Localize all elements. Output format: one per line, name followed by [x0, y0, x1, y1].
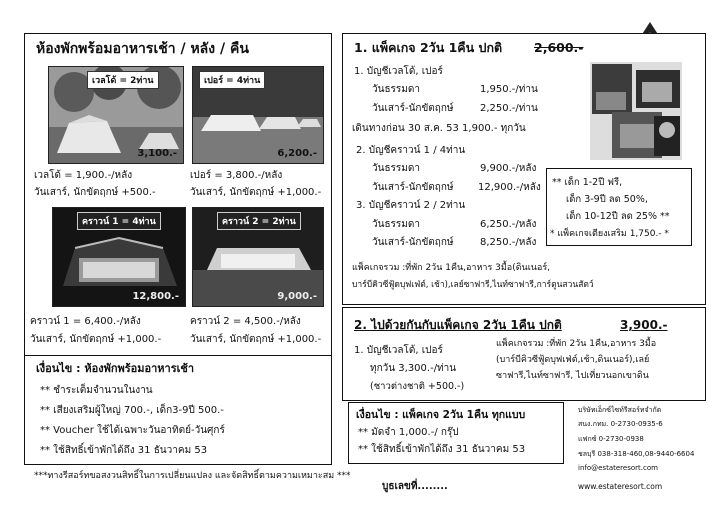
rate-crown1: คราวน์ 1 = 6,400.-/หลัง — [30, 316, 141, 327]
room-condition-4: ** ใช้สิทธิ์เข้าพักได้ถึง 31 ธันวาคม 53 — [40, 445, 208, 456]
pkg1-crown2-weekday-label: วันธรรมดา — [372, 219, 420, 230]
resort-photo-collage — [590, 62, 682, 160]
photo-price-per: 6,200.- — [277, 148, 317, 159]
photo-crown2 — [192, 207, 324, 307]
contact-fax: แฟกซ์ 0-2730-0938 — [578, 435, 644, 443]
pkg1-crown1-weekday-price: 9,900.-/หลัง — [480, 163, 537, 174]
contact-chonburi: ชลบุรี 038-318-460,08-9440-6604 — [578, 450, 695, 458]
room-condition-3: ** Voucher ใช้ได้เฉพาะวันอาทิตย์-วันศุกร์ — [40, 425, 225, 436]
contact-email: info@estateresort.com — [578, 464, 658, 472]
contact-website: www.estateresort.com — [578, 482, 663, 491]
room-condition-1: ** ชำระเต็มจำนวนในงาน — [40, 385, 153, 396]
rate-crown2: คราวน์ 2 = 4,500.-/หลัง — [190, 316, 301, 327]
pkg1-crown2-weekend-price: 8,250.-/หลัง — [480, 237, 537, 248]
pkg2-heading: 1. บัญชีเวลโด้, เปอร์ — [354, 345, 443, 356]
pkg1-weekend-label: วันเสาร์-นักขัตฤกษ์ — [372, 103, 454, 114]
pkg1-depart-note: เดินทางก่อน 30 ส.ค. 53 1,900.- ทุกวัน — [352, 123, 526, 134]
photo-label-veldo: เวลโด้ = 2ท่าน — [87, 71, 159, 89]
photo-price-crown1: 12,800.- — [132, 291, 179, 302]
pkg1-includes-1: แพ็คเกจรวม :ที่พัก 2วัน 1คืน,อาหาร 3มื้อ(ดินเนอร์, — [352, 263, 551, 273]
pkg2-includes-1: แพ็คเกจรวม :ที่พัก 2วัน 1คืน,อาหาร 3มื้อ — [496, 339, 657, 349]
contact-company: บริษัทเอ็กซ์ไซท์รีสอร์ทจำกัด — [578, 406, 662, 414]
rate-veldo-weekend: วันเสาร์, นักขัตฤกษ์ +500.- — [34, 187, 156, 198]
footer-note: ***ทางรีสอร์ทขอสงวนสิทธิ์ในการเปลี่ยนแปลง และจัดสิทธิ์ตามความเหมาะสม *** — [34, 471, 351, 481]
booth-number: บูธเลขที่........ — [382, 481, 448, 492]
package1-title: 1. แพ็คเกจ 2วัน 1คืน ปกติ — [354, 40, 503, 55]
contact-bangkok: สนง.กทม. 0-2730-0935-6 — [578, 420, 663, 428]
pkg1-veldo-heading: 1. บัญชีเวลโด้, เปอร์ — [354, 66, 443, 77]
kids-line-4: * แพ็คเกจเตียงเสริม 1,750.- * — [550, 229, 669, 239]
pkg1-weekend-price: 2,250.-/ท่าน — [480, 103, 538, 114]
kids-line-3: เด็ก 10-12ปี ลด 25% ** — [566, 211, 670, 222]
pkg1-crown1-weekend-price: 12,900.-/หลัง — [478, 182, 541, 193]
photo-per — [192, 66, 324, 164]
package-condition-2: ** ใช้สิทธิ์เข้าพักได้ถึง 31 ธันวาคม 53 — [358, 444, 526, 455]
photo-price-veldo: 3,100.- — [137, 148, 177, 159]
kids-line-1: ** เด็ก 1-2ปี ฟรี, — [552, 177, 623, 188]
pkg2-includes-3: ซาฟารี,ไนท์ซาฟารี, ไปเที่ยวนอกเขาดิน — [496, 371, 649, 381]
package-condition-1: ** มัดจำ 1,000.-/ กรุ๊ป — [358, 427, 459, 438]
kids-line-2: เด็ก 3-9ปี ลด 50%, — [566, 194, 648, 205]
pkg1-weekday-label: วันธรรมดา — [372, 84, 420, 95]
rate-per: เปอร์ = 3,800.-/หลัง — [190, 170, 283, 181]
photo-price-crown2: 9,000.- — [277, 291, 317, 302]
package2-title: 2. ไปด้วยกันกับแพ็คเกจ 2วัน 1คืน ปกติ — [354, 318, 562, 332]
rate-crown2-weekend: วันเสาร์, นักขัตฤกษ์ +1,000.- — [190, 334, 322, 345]
pkg1-includes-2: บาร์บีคิวซีฟู้ดบุฟเฟ่ต์, เช้า),เลย์ซาฟารี,ไนท์ซาฟารี,การ์ตูนสวนสัตว์ — [352, 280, 594, 290]
photo-veldo — [48, 66, 184, 164]
room-conditions-title: เงื่อนไข : ห้องพักพร้อมอาหารเช้า — [36, 362, 195, 375]
pkg1-crown2-weekend-label: วันเสาร์-นักขัตฤกษ์ — [372, 237, 454, 248]
rate-per-weekend: วันเสาร์, นักขัตฤกษ์ +1,000.- — [190, 187, 322, 198]
resort-collage-image — [590, 62, 682, 160]
pkg2-every-day-price: ทุกวัน 3,300.-/ท่าน — [370, 363, 457, 374]
pkg1-crown1-weekend-label: วันเสาร์-นักขัตฤกษ์ — [372, 182, 454, 193]
pkg1-crown2-weekday-price: 6,250.-/หลัง — [480, 219, 537, 230]
rate-veldo: เวลโด้ = 1,900.-/หลัง — [34, 170, 133, 181]
pkg2-foreigner-note: (ชาวต่างชาติ +500.-) — [370, 381, 465, 392]
photo-label-crown2: คราวน์ 2 = 2ท่าน — [217, 212, 301, 230]
package2-price: 3,900.- — [620, 318, 668, 332]
photo-label-per: เปอร์ = 4ท่าน — [199, 71, 265, 89]
room-condition-2: ** เสียงเสริมผู้ใหญ่ 700.-, เด็ก3-9ปี 500.- — [40, 405, 224, 416]
rate-crown1-weekend: วันเสาร์, นักขัตฤกษ์ +1,000.- — [30, 334, 162, 345]
pkg1-crown1-weekday-label: วันธรรมดา — [372, 163, 420, 174]
pkg1-crown2-heading: 3. บัญชีคราวน์ 2 / 2ท่าน — [356, 200, 466, 211]
package1-price: 2,600.- — [534, 40, 584, 55]
pkg2-includes-2: (บาร์บีคิวซีฟู้ดบุฟเฟ่ต์,เช้า,ดินเนอร์),เลย์ — [496, 355, 650, 365]
pkg1-crown1-heading: 2. บัญชีคราวน์ 1 / 4ท่าน — [356, 145, 466, 156]
photo-label-crown1: คราวน์ 1 = 4ท่าน — [77, 212, 161, 230]
photo-crown1 — [52, 207, 186, 307]
package-conditions-title: เงื่อนไข : แพ็คเกจ 2วัน 1คืน ทุกแบบ — [356, 409, 526, 421]
pkg1-weekday-price: 1,950.-/ท่าน — [480, 84, 538, 95]
rooms-title: ห้องพักพร้อมอาหารเช้า / หลัง / คืน — [36, 41, 249, 57]
